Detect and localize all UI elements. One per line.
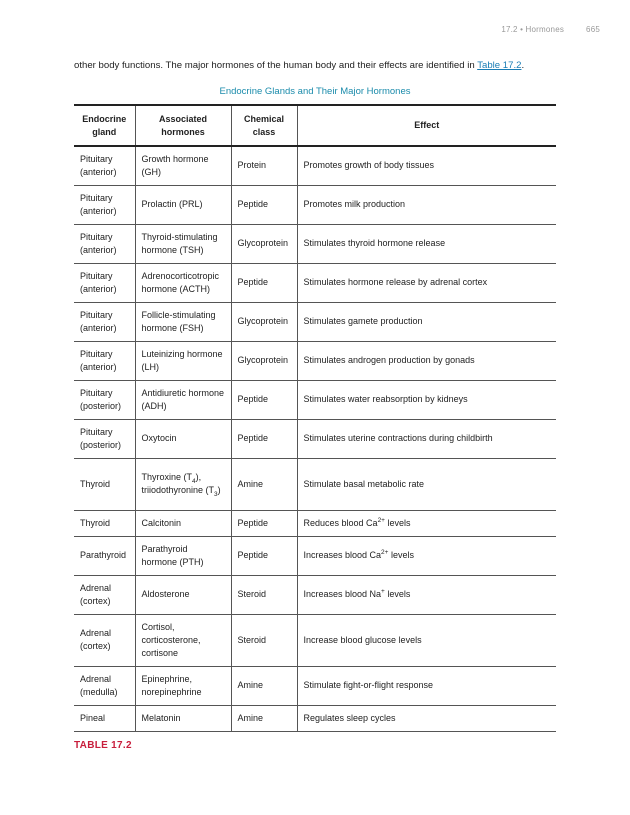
- cell-hormone: Melatonin: [135, 705, 231, 731]
- cell-class: Protein: [231, 146, 297, 185]
- table-row: [74, 575, 556, 614]
- cell-hormone: Parathyroid hormone (PTH): [135, 536, 231, 575]
- cell-hormone: Oxytocin: [135, 419, 231, 458]
- cell-gland: Thyroid: [74, 510, 135, 536]
- cell-gland: Pineal: [74, 705, 135, 731]
- cell-effect: Stimulates androgen production by gonads: [297, 341, 556, 380]
- table-row: [74, 341, 556, 380]
- cell-class: Steroid: [231, 614, 297, 666]
- cell-effect: Increases blood Na+ levels: [297, 575, 556, 614]
- col-header-hormones: Associated hormones: [135, 105, 231, 146]
- cell-gland: Pituitary (anterior): [74, 302, 135, 341]
- cell-gland: Pituitary (posterior): [74, 419, 135, 458]
- cell-effect: Stimulate fight-or-flight response: [297, 666, 556, 705]
- cell-hormone: Follicle-stimulating hormone (FSH): [135, 302, 231, 341]
- cell-effect: Promotes growth of body tissues: [297, 146, 556, 185]
- col-header-effect: Effect: [297, 105, 556, 146]
- table-link[interactable]: Table 17.2: [477, 60, 522, 71]
- table-caption: TABLE 17.2: [74, 740, 132, 751]
- cell-hormone: Antidiuretic hormone (ADH): [135, 380, 231, 419]
- table-title: Endocrine Glands and Their Major Hormones: [219, 86, 411, 97]
- cell-gland: Pituitary (anterior): [74, 341, 135, 380]
- cell-effect: Regulates sleep cycles: [297, 705, 556, 731]
- cell-hormone: Cortisol, corticosterone, cortisone: [135, 614, 231, 666]
- table-row: [74, 185, 556, 224]
- table-row: [74, 224, 556, 263]
- cell-class: Amine: [231, 458, 297, 510]
- cell-hormone: Epinephrine, norepinephrine: [135, 666, 231, 705]
- cell-hormone: Thyroxine $(T_4)$, triiodothyronine $(T_3)$: [135, 458, 231, 510]
- cell-gland: Pituitary (anterior): [74, 185, 135, 224]
- col-header-class: Chemical class: [231, 105, 297, 146]
- cell-class: Glycoprotein: [231, 302, 297, 341]
- cell-gland: Pituitary (posterior): [74, 380, 135, 419]
- cell-gland: Adrenal (cortex): [74, 575, 135, 614]
- table-row: [74, 705, 556, 731]
- cell-class: Peptide: [231, 510, 297, 536]
- hormones-table: [74, 104, 556, 732]
- cell-effect: Increase blood glucose levels: [297, 614, 556, 666]
- section-label: 17.2 • Hormones: [501, 25, 565, 34]
- cell-effect: Increases blood $Ca^{2+}$ levels: [297, 536, 556, 575]
- cell-class: Peptide: [231, 380, 297, 419]
- cell-class: Steroid: [231, 575, 297, 614]
- table-row: [74, 666, 556, 705]
- cell-hormone: Prolactin (PRL): [135, 185, 231, 224]
- cell-effect: Promotes milk production: [297, 185, 556, 224]
- page-number: 665: [586, 25, 600, 34]
- cell-effect: Stimulate basal metabolic rate: [297, 458, 556, 510]
- cell-effect: Stimulates thyroid hormone release: [297, 224, 556, 263]
- cell-class: Amine: [231, 666, 297, 705]
- cell-effect: Stimulates water reabsorption by kidneys: [297, 380, 556, 419]
- running-header: [501, 25, 600, 34]
- table-row: [74, 510, 556, 536]
- table-row: [74, 614, 556, 666]
- cell-effect: Stimulates gamete production: [297, 302, 556, 341]
- table-row: [74, 419, 556, 458]
- cell-class: Amine: [231, 705, 297, 731]
- intro-text: other body functions. The major hormones of the human body and their effects are identified in: [74, 60, 478, 71]
- cell-gland: Parathyroid: [74, 536, 135, 575]
- cell-class: Glycoprotein: [231, 224, 297, 263]
- cell-hormone: Growth hormone (GH): [135, 146, 231, 185]
- cell-hormone: Adrenocorticotropic hormone (ACTH): [135, 263, 231, 302]
- cell-class: Peptide: [231, 419, 297, 458]
- cell-gland: Adrenal (medulla): [74, 666, 135, 705]
- cell-hormone: Aldosterone: [135, 575, 231, 614]
- cell-effect: Stimulates uterine contractions during childbirth: [297, 419, 556, 458]
- intro-end: .: [521, 60, 525, 71]
- cell-hormone: Thyroid-stimulating hormone (TSH): [135, 224, 231, 263]
- cell-gland: Thyroid: [74, 458, 135, 510]
- cell-class: Peptide: [231, 263, 297, 302]
- table-header-row: [74, 105, 556, 146]
- cell-gland: Adrenal (cortex): [74, 614, 135, 666]
- cell-class: Peptide: [231, 185, 297, 224]
- cell-class: Glycoprotein: [231, 341, 297, 380]
- cell-hormone: Calcitonin: [135, 510, 231, 536]
- table-row: [74, 263, 556, 302]
- table-row: [74, 536, 556, 575]
- cell-effect: Stimulates hormone release by adrenal cortex: [297, 263, 556, 302]
- table-row: [74, 146, 556, 185]
- cell-class: Peptide: [231, 536, 297, 575]
- cell-gland: Pituitary (anterior): [74, 146, 135, 185]
- table-row: [74, 380, 556, 419]
- cell-gland: Pituitary (anterior): [74, 224, 135, 263]
- cell-effect: Reduces blood $Ca^{2+}$ levels: [297, 510, 556, 536]
- intro-paragraph: [74, 60, 564, 71]
- cell-gland: Pituitary (anterior): [74, 263, 135, 302]
- col-header-gland: Endocrine gland: [74, 105, 135, 146]
- table-row: [74, 458, 556, 510]
- table-row: [74, 302, 556, 341]
- cell-hormone: Luteinizing hormone (LH): [135, 341, 231, 380]
